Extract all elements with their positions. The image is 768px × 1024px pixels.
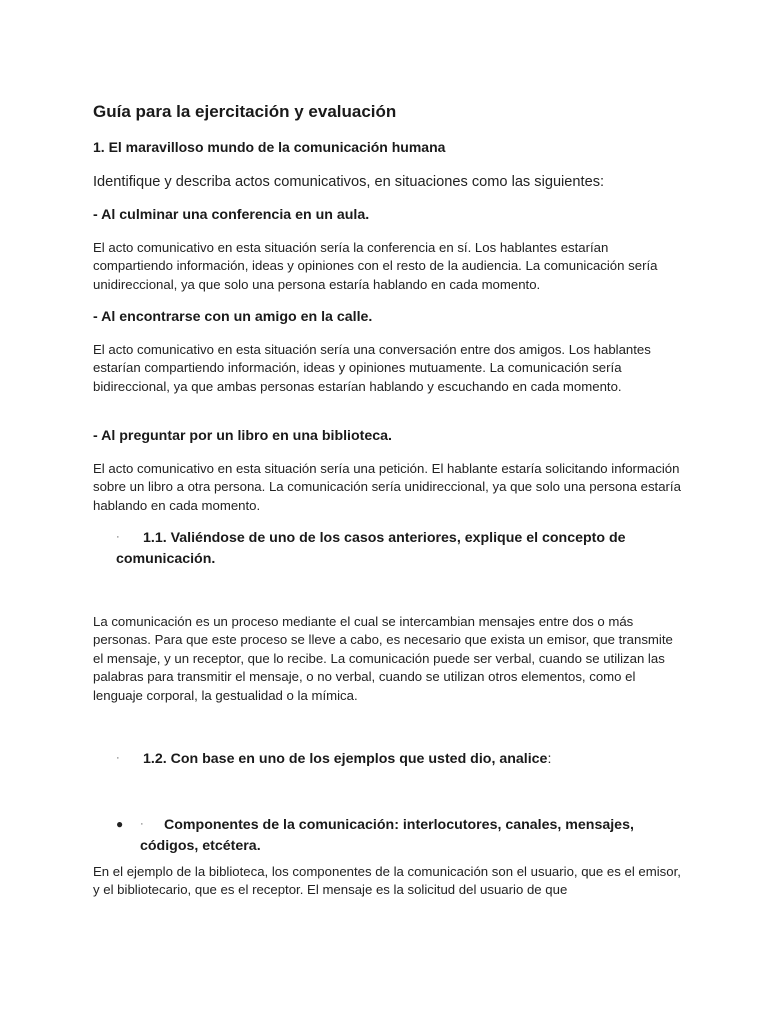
subsection-1-1-marker: · [116,531,120,543]
bullet-components-text-wrap [116,814,676,857]
section-heading: 1. El maravilloso mundo de la comunicación humana [93,139,446,155]
subsection-1-2 [116,748,676,770]
case-answer-friend: El acto comunicativo en esta situación sería una conversación entre dos amigos. Los hablantes estarían compartiendo información, ideas y opiniones mutuamente. La comunicación sería bidireccional, ya que ambas personas estarían hablando y escuchando en cada momento. [93,342,651,394]
subsection-1-2-text: 1.2. Con base en uno de los ejemplos que usted dio, analice [143,751,548,767]
document-title: Guía para la ejercitación y evaluación [93,102,397,121]
bullet-components-marker: · [140,818,144,830]
case-answer-library: El acto comunicativo en esta situación sería una petición. El hablante estaría solicitando información sobre un libro a otra persona. La comunicación sería unidireccional, ya que solo una persona estaría hablando en cada momento. [93,461,681,513]
case-heading-friend: - Al encontrarse con un amigo en la calle. [93,309,373,325]
subsection-1-1 [116,527,676,570]
bullet-components-answer: En el ejemplo de la biblioteca, los componentes de la comunicación son el usuario, que es el emisor, y el bibliotecario, que es el receptor. El mensaje es la solicitud del usuario de que [93,864,681,898]
bullet-dot-icon: ● [116,817,124,831]
case-heading-library: - Al preguntar por un libro en una biblioteca. [93,428,392,444]
communication-definition: La comunicación es un proceso mediante el cual se intercambian mensajes entre dos o más personas. Para que este proceso se lleve a cabo, es necesario que exista un emisor, que transmite el mensaje, y un receptor, que lo recibe. La comunicación puede ser verbal, cuando se utilizan las palabras para transmitir el mensaje, o no verbal, cuando se utilizan otros elementos, como el lenguaje corporal, la gestualidad o la mímica. [93,614,673,703]
subsection-1-2-colon: : [547,751,552,767]
subsection-1-2-marker: · [116,752,120,764]
bullet-components [116,814,676,857]
case-heading-conference: - Al culminar una conferencia en un aula. [93,207,370,223]
intro-text: Identifique y describa actos comunicativos, en situaciones como las siguientes: [93,174,605,190]
bullet-components-text: Componentes de la comunicación: interlocutores, canales, mensajes, códigos, etcétera. [140,817,634,854]
case-answer-conference: El acto comunicativo en esta situación sería la conferencia en sí. Los hablantes estarían compartiendo información, ideas y opiniones con el resto de la audiencia. La comunicación sería unidireccional, ya que solo una persona estaría hablando en cada momento. [93,240,658,292]
subsection-1-1-text: 1.1. Valiéndose de uno de los casos anteriores, explique el concepto de comunicación. [116,530,626,567]
